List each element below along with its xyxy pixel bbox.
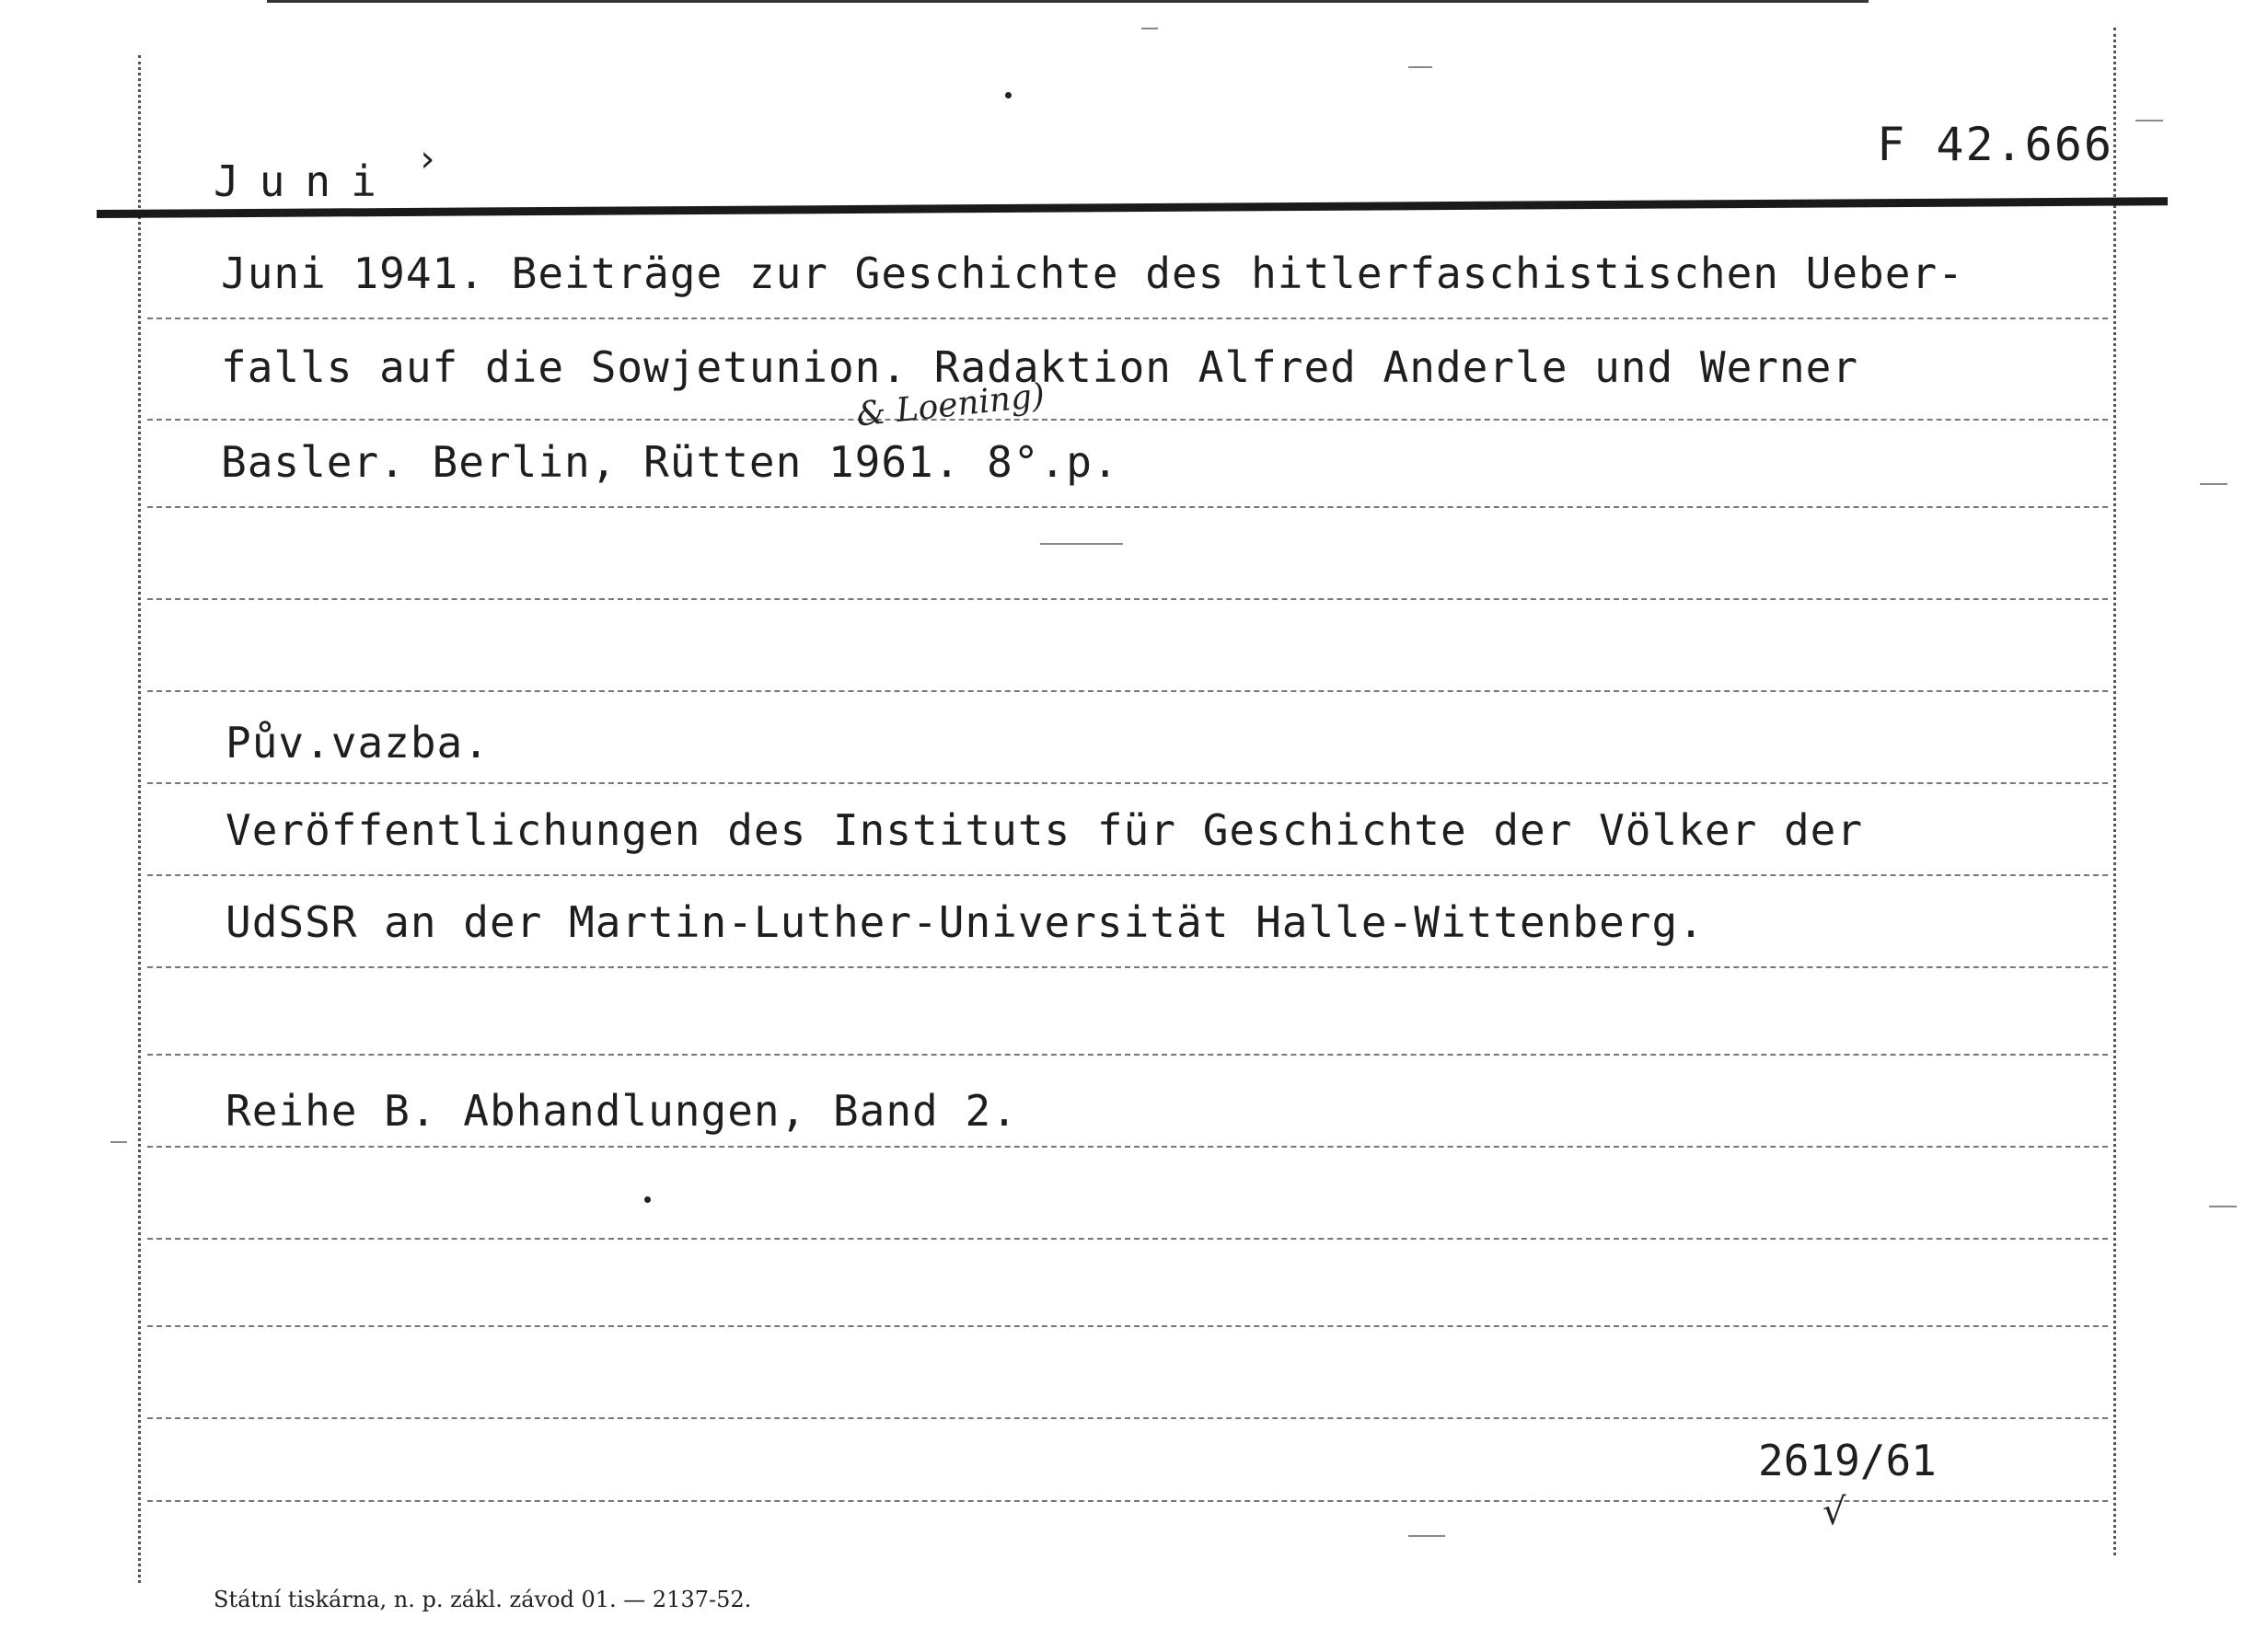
scan-dash: [1141, 28, 1158, 29]
ruled-line: [147, 966, 2108, 968]
scan-dash: [2209, 1206, 2237, 1207]
binding-note: Pův.vazba.: [226, 718, 490, 768]
ruled-line: [147, 782, 2108, 784]
series-line-3: Reihe B. Abhandlungen, Band 2.: [226, 1086, 1018, 1136]
scan-speck: [644, 1196, 651, 1203]
series-line-2: UdSSR an der Martin-Luther-Universität Halle-Wittenberg.: [226, 897, 1705, 947]
ruled-line: [147, 1146, 2108, 1148]
ruled-line: [147, 1417, 2108, 1419]
printer-imprint: Státní tiskárna, n. p. zákl. závod 01. — 2137-52.: [214, 1587, 752, 1612]
entry-line-3: Basler. Berlin, Rütten 1961. 8°.p.: [221, 437, 1119, 487]
ruled-line: [147, 506, 2108, 508]
entry-line-1: Juni 1941. Beiträge zur Geschichte des hitlerfaschistischen Ueber-: [221, 248, 1964, 298]
series-line-1: Veröffentlichungen des Instituts für Geschichte der Völker der: [226, 805, 1864, 855]
accession-number: 2619/61: [1758, 1436, 1937, 1485]
ruled-line: [147, 598, 2108, 600]
ruled-line: [147, 318, 2108, 319]
ruled-line: [147, 1238, 2108, 1240]
scan-dash: [1040, 543, 1123, 545]
scan-dash: [110, 1141, 127, 1143]
scan-speck: [1005, 92, 1012, 98]
ruled-line: [147, 1325, 2108, 1327]
heading-bracket-mark: ›: [416, 138, 439, 180]
card-heading: Juni: [214, 156, 397, 206]
ruled-line: [147, 690, 2108, 692]
check-mark: √: [1822, 1491, 1846, 1533]
scan-dash: [2200, 483, 2228, 485]
top-edge-rule: [267, 0, 1869, 3]
handwritten-note: & Loening): [854, 376, 1047, 434]
heading-rule: [97, 197, 2168, 218]
scan-dash: [2135, 120, 2163, 121]
entry-line-2: falls auf die Sowjetunion. Radaktion Alfred Anderle und Werner: [221, 342, 1859, 392]
ruled-line: [147, 1500, 2108, 1502]
left-margin-line: [138, 55, 141, 1583]
ruled-line: [147, 1054, 2108, 1056]
ruled-line: [147, 874, 2108, 876]
scan-dash: [1408, 66, 1432, 68]
call-number: F 42.666: [1877, 118, 2113, 171]
right-margin-line: [2113, 28, 2116, 1555]
ruled-line: [147, 419, 2108, 421]
scan-dash: [1408, 1535, 1445, 1537]
